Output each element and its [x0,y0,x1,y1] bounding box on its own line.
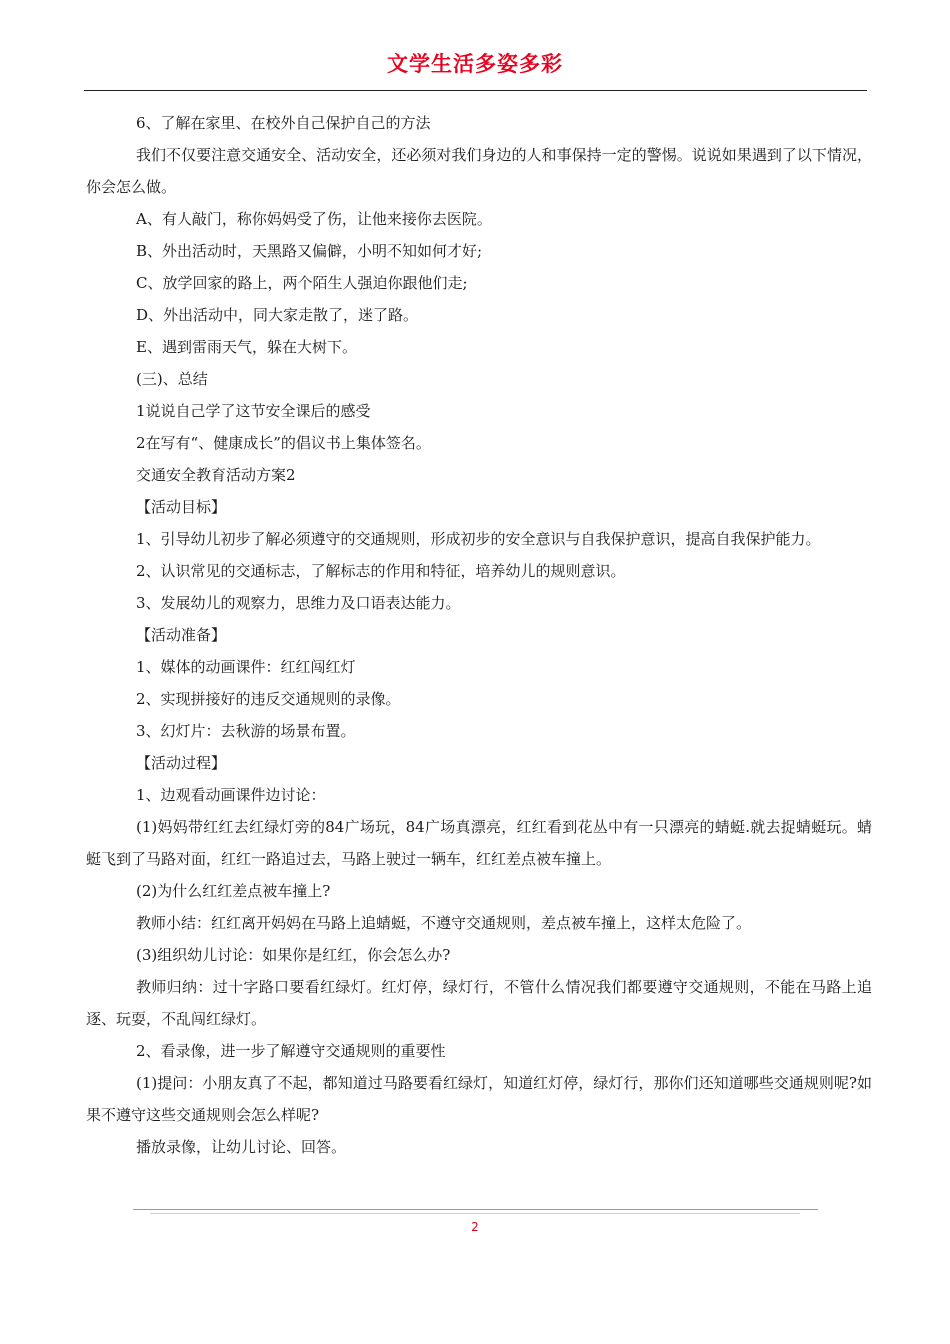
paragraph: (1)妈妈带红红去红绿灯旁的84广场玩，84广场真漂亮，红红看到花丛中有一只漂亮的蜻蜓.就去捉蜻蜓玩。蜻蜓飞到了马路对面，红红一路追过去，马路上驶过一辆车，红红差点被车撞上。 [86,818,872,868]
footer-divider-secondary [150,1213,800,1214]
paragraph: 教师归纳：过十字路口要看红绿灯。红灯停，绿灯行，不管什么情况我们都要遵守交通规则，不能在马路上追逐、玩耍，不乱闯红绿灯。 [86,978,872,1028]
paragraph: (3)组织幼儿讨论：如果你是红红，你会怎么办? [136,946,451,964]
section-heading: 交通安全教育活动方案2 [136,466,296,484]
section-heading: 【活动目标】 [136,498,227,516]
paragraph: 1、引导幼儿初步了解必须遵守的交通规则，形成初步的安全意识与自我保护意识，提高自我保护能力。 [136,530,821,548]
paragraph: E、遇到雷雨天气，躲在大树下。 [136,338,357,356]
paragraph: 播放录像，让幼儿讨论、回答。 [136,1138,347,1156]
paragraph: D、外出活动中，同大家走散了，迷了路。 [136,306,419,324]
paragraph: 6、了解在家里、在校外自己保护自己的方法 [136,114,431,132]
paragraph: 2、认识常见的交通标志，了解标志的作用和特征，培养幼儿的规则意识。 [136,562,626,580]
paragraph: 1、媒体的动画课件：红红闯红灯 [136,658,356,676]
paragraph: 我们不仅要注意交通安全、活动安全，还必须对我们身边的人和事保持一定的警惕。说说如果遇到了以下情况，你会怎么做。 [86,146,872,196]
page-header-title: 文学生活多姿多彩 [387,52,563,76]
paragraph: 3、幻灯片：去秋游的场景布置。 [136,722,356,740]
section-heading: 【活动准备】 [136,626,227,644]
paragraph: (1)提问：小朋友真了不起，都知道过马路要看红绿灯，知道红灯停，绿灯行，那你们还知道哪些交通规则呢?如果不遵守这些交通规则会怎么样呢? [86,1074,872,1124]
document-body [86,107,872,1163]
paragraph: 2、实现拼接好的违反交通规则的录像。 [136,690,401,708]
paragraph: 3、发展幼儿的观察力，思维力及口语表达能力。 [136,594,461,612]
paragraph: 1说说自己学了这节安全课后的感受 [136,402,371,420]
paragraph: 教师小结：红红离开妈妈在马路上追蜻蜓，不遵守交通规则，差点被车撞上，这样太危险了。 [136,914,752,932]
section-heading: 【活动过程】 [136,754,227,772]
footer-divider [133,1209,818,1210]
header-divider [84,90,867,91]
paragraph: C、放学回家的路上，两个陌生人强迫你跟他们走; [136,274,468,292]
paragraph: 2、看录像，进一步了解遵守交通规则的重要性 [136,1042,446,1060]
page-number: 2 [471,1220,479,1234]
section-heading: (三)、总结 [136,370,208,388]
paragraph: 2在写有“、健康成长”的倡议书上集体签名。 [136,434,431,452]
paragraph: B、外出活动时，天黑路又偏僻，小明不知如何才好; [136,242,483,260]
paragraph: (2)为什么红红差点被车撞上? [136,882,331,900]
paragraph: 1、边观看动画课件边讨论： [136,786,326,804]
paragraph: A、有人敲门，称你妈妈受了伤，让他来接你去医院。 [136,210,492,228]
